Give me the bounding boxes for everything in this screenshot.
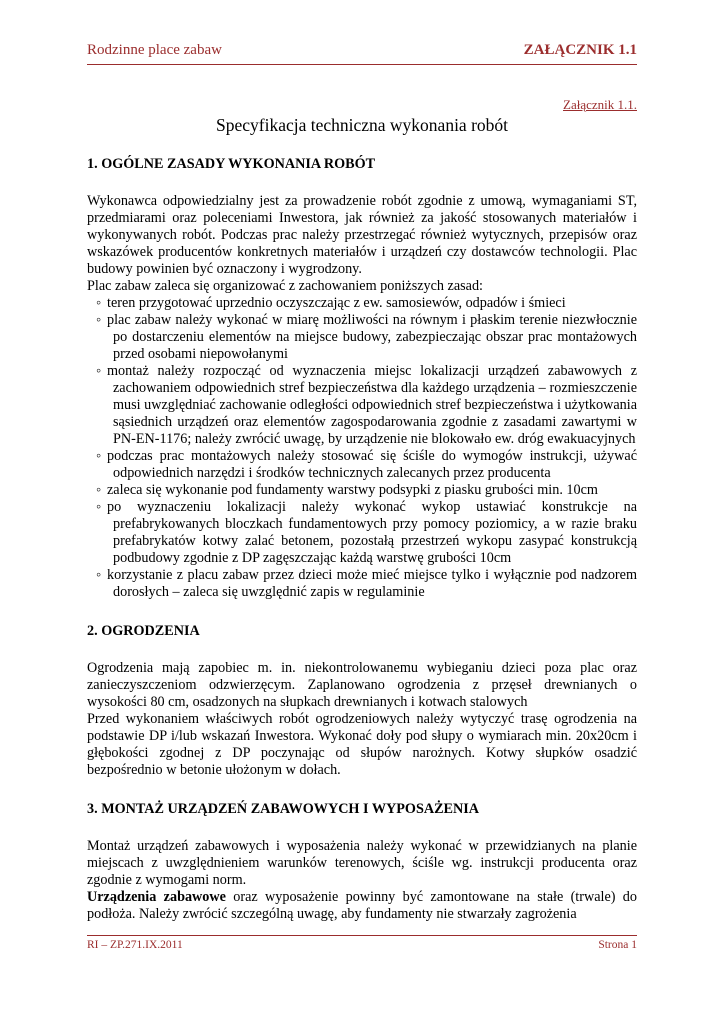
bullet-icon: ◦ xyxy=(96,363,102,379)
section-3-paragraph: Montaż urządzeń zabawowych i wyposażenia należy wykonać w przewidzianych na planie miejscach z uwzględnieniem warunków terenowych, ściśle wg. instrukcji producenta oraz zgodnie z wymogami norm. xyxy=(87,838,637,888)
section-2-paragraph: Ogrodzenia mają zapobiec m. in. niekontrolowanemu wybieganiu dzieci poza plac oraz zanieczyszczeniom odzwierzęcym. Zaplanowano ogrodzenia z przęseł drewnianych o wysokości 80 cm, osadzonych na słupkach drewnianych i kotwach stalowych xyxy=(87,660,637,710)
list-item: ◦ zaleca się wykonanie pod fundamenty warstwy podsypki z piasku grubości min. 10cm xyxy=(96,482,598,498)
attachment-label: Załącznik 1.1. xyxy=(563,97,637,112)
header-attachment: ZAŁĄCZNIK 1.1 xyxy=(523,42,637,58)
section-1-paragraph: Plac zabaw zaleca się organizować z zachowaniem poniższych zasad: xyxy=(87,278,483,294)
bullet-icon: ◦ xyxy=(96,295,102,311)
list-item: ◦ montaż należy rozpocząć od wyznaczenia miejsc lokalizacji urządzeń zabawowych z zachowaniem odpowiednich stref bezpieczeństwa dla każdego urządzenia – rozmieszczenie musi uwzględniać zachowanie odległości odpowiednich stref bezpieczeństwa i użytkowania sąsiednich urządzeń oraz elementów zagospodarowania zgodnie z zasadami zawartymi w PN-EN-1176; należy zwrócić uwagę, by urządzenie nie blokowało ew. dróg ewakuacyjnych xyxy=(96,363,637,447)
section-2-heading: 2. OGRODZENIA xyxy=(87,623,200,639)
document-title: Specyfikacja techniczna wykonania robót xyxy=(215,115,509,135)
document-body xyxy=(87,92,637,923)
page-header xyxy=(87,42,637,65)
footer-page-number: Strona 1 xyxy=(598,939,637,951)
list-item: ◦ podczas prac montażowych należy stosować się ściśle do wymogów instrukcji, używać odpowiednich narzędzi i środków technicznych zalecanych przez producenta xyxy=(96,448,637,481)
section-2-paragraph: Przed wykonaniem właściwych robót ogrodzeniowych należy wytyczyć trasę ogrodzenia na podstawie DP i/lub wskazań Inwestora. Wykonać doły pod słupy o wymiarach min. 20x20cm i głębokości zgodnej z DP poczynając od słupów narożnych. Kotwy słupków osadzić bezpośrednio w betonie ułożonym w dołach. xyxy=(87,711,637,778)
bullet-icon: ◦ xyxy=(96,482,102,498)
footer-reference: RI – ZP.271.IX.2011 xyxy=(87,939,183,951)
list-item: ◦ teren przygotować uprzednio oczyszczając z ew. samosiewów, odpadów i śmieci xyxy=(96,295,566,311)
section-1-list xyxy=(87,295,637,601)
bullet-icon: ◦ xyxy=(96,499,102,515)
bullet-icon: ◦ xyxy=(96,312,102,328)
header-title: Rodzinne place zabaw xyxy=(87,42,222,58)
list-item: ◦ plac zabaw należy wykonać w miarę możliwości na równym i płaskim terenie niezwłocznie po dostarczeniu elementów na miejsce budowy, zabezpieczając obszar prac montażowych przed osobami niepowołanymi xyxy=(96,312,637,362)
list-item: ◦ korzystanie z placu zabaw przez dzieci może mieć miejsce tylko i wyłącznie pod nadzorem dorosłych – zaleca się uwzględnić zapis w regulaminie xyxy=(96,567,637,600)
bold-term: Urządzenia zabawowe xyxy=(87,889,226,905)
section-3-heading: 3. MONTAŻ URZĄDZEŃ ZABAWOWYCH I WYPOSAŻENIA xyxy=(87,801,480,817)
page-footer xyxy=(87,935,637,951)
list-item: ◦ po wyznaczeniu lokalizacji należy wykonać wykop ustawiać konstrukcje na prefabrykowanych bloczkach fundamentowych przy pomocy poziomicy, a w razie braku prefabrykatów kotwy zalać betonem, pozostałą przestrzeń wykopu zasypać konstrukcją podbudowy zgodnie z DP zagęszczając każdą warstwę grubości 10cm xyxy=(96,499,637,566)
section-3-paragraph: Urządzenia zabawowe oraz wyposażenie powinny być zamontowane na stałe (trwale) do podłoża. Należy zwrócić szczególną uwagę, aby fundamenty nie stwarzały zagrożenia xyxy=(87,889,637,922)
bullet-icon: ◦ xyxy=(96,448,102,464)
section-1-heading: 1. OGÓLNE ZASADY WYKONANIA ROBÓT xyxy=(87,156,376,172)
bullet-icon: ◦ xyxy=(96,567,102,583)
section-1-paragraph: Wykonawca odpowiedzialny jest za prowadzenie robót zgodnie z umową, wymaganiami ST, przedmiarami oraz poleceniami Inwestora, jak również za jakość stosowanych materiałów i wykonywanych robót. Podczas prac należy przestrzegać również wytycznych, przepisów oraz wskazówek producentów konkretnych materiałów i urządzeń czy dostawców technologii. Plac budowy powinien być oznaczony i wygrodzony. xyxy=(87,193,637,277)
